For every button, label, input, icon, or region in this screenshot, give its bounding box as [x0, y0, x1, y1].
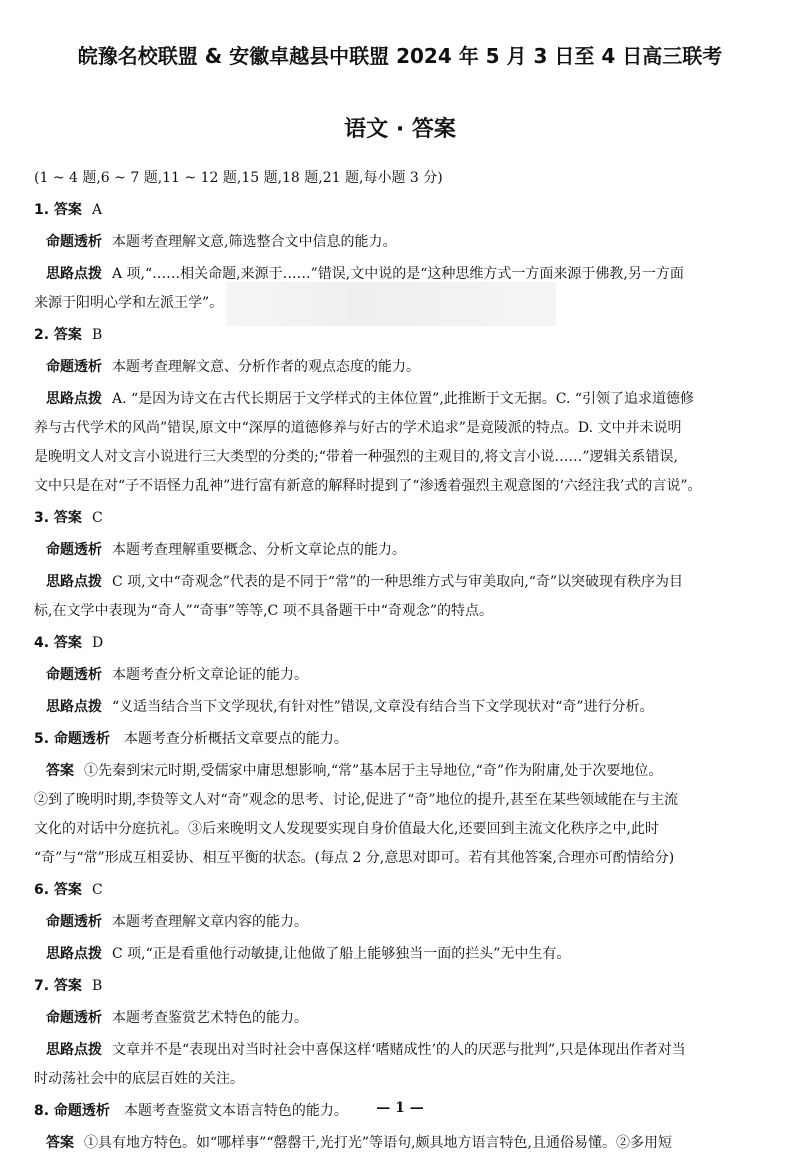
hint-tag: 思路点拨: [46, 574, 102, 590]
question-3-analysis: [34, 540, 774, 560]
hint-line: [34, 572, 774, 592]
answer-line: [34, 761, 774, 781]
analysis-tag: 命题透析: [46, 542, 102, 558]
question-4-label: 4. 答案: [34, 635, 82, 651]
hint-line: [34, 264, 774, 284]
analysis-tag: 命题透析: [46, 667, 102, 683]
hint-tag: 思路点拨: [46, 946, 102, 962]
question-1-heading: [34, 200, 774, 220]
question-7-label: 7. 答案: [34, 978, 82, 994]
analysis-tag: 命题透析: [46, 914, 102, 930]
hint-line: 来源于阳明心学和左派王学”。: [34, 295, 224, 311]
question-5-label: 5. 命题透析: [34, 731, 110, 747]
question-3-hint: [34, 572, 774, 621]
question-2-answer: B: [91, 327, 103, 343]
question-5-heading: [34, 729, 774, 749]
question-6-heading: [34, 880, 774, 900]
answer-line: 文化的对话中分庭抗礼。③后来晚明文人发现要实现自身价值最大化,还要回到主流文化秩序之中,此时: [34, 821, 659, 837]
analysis-text: 本题考查理解文意,筛选整合文中信息的能力。: [112, 234, 397, 250]
answer-tag: 答案: [46, 763, 74, 779]
analysis-tag: 命题透析: [46, 234, 102, 250]
question-5-answer: [34, 761, 774, 868]
question-2-heading: [34, 325, 774, 345]
question-8-label: 8. 命题透析: [34, 1103, 110, 1119]
hint-line: 养与古代学术的风尚”错误,原文中“深厚的道德修养与好古的学术追求”是竟陵派的特点。D. 文中并未说明: [34, 420, 682, 436]
hint-text: C 项,“正是看重他行动敏捷,让他做了船上能够独当一面的拦头”无中生有。: [112, 946, 571, 962]
question-1-answer: A: [91, 202, 103, 218]
answer-line: “奇”与“常”形成互相妥协、相互平衡的状态。(每点 2 分,意思对即可。若有其他答案,合理亦可酌情给分): [34, 850, 675, 866]
answer-tag: 答案: [46, 1135, 74, 1151]
answer-content: [34, 168, 774, 1165]
exam-header-title: 皖豫名校联盟 & 安徽卓越县中联盟 2024 年 5 月 3 日至 4 日高三联考: [77, 44, 723, 68]
analysis-text: 本题考查理解重要概念、分析文章论点的能力。: [112, 542, 406, 558]
answer-line: ②到了晚明时期,李贽等文人对“奇”观念的思考、讨论,促进了“奇”地位的提升,甚至在某些领域能在与主流: [34, 792, 678, 808]
hint-tag: 思路点拨: [46, 699, 102, 715]
question-6-label: 6. 答案: [34, 882, 82, 898]
question-1-analysis: [34, 232, 774, 252]
answer-text: ①具有地方特色。如“哪样事”“罄罄干,光打光”等语句,颇具地方语言特色,且通俗易懂。②多用短: [84, 1135, 672, 1151]
hint-line: [34, 1040, 774, 1060]
analysis-text: 本题考查理解文章内容的能力。: [112, 914, 308, 930]
question-7-hint: [34, 1040, 774, 1089]
question-8-analysis: 本题考查鉴赏文本语言特色的能力。: [123, 1103, 348, 1119]
hint-text: 文章并不是“表现出对当时社会中喜保这样‘嗜赌成性’的人的厌恶与批判”,只是体现出作者对当: [112, 1042, 686, 1058]
question-7-answer: B: [91, 978, 103, 994]
question-1-hint: [34, 264, 774, 313]
question-7-heading: [34, 976, 774, 996]
hint-tag: 思路点拨: [46, 391, 102, 407]
hint-text: A 项,“……相关命题,来源于……”错误,文中说的是“这种思维方式一方面来源于佛教,另一方面: [112, 266, 684, 282]
analysis-tag: 命题透析: [46, 359, 102, 375]
question-6-hint: [34, 944, 774, 964]
question-4-heading: [34, 633, 774, 653]
question-3-label: 3. 答案: [34, 510, 82, 526]
hint-line: [34, 389, 774, 409]
question-8-answer: [34, 1133, 774, 1153]
answer-line: [34, 1133, 774, 1153]
scoring-note: (1 ~ 4 题,6 ~ 7 题,11 ~ 12 题,15 题,18 题,21 题,每小题 3 分): [34, 170, 443, 186]
question-6-answer: C: [91, 882, 103, 898]
question-5-analysis: 本题考查分析概括文章要点的能力。: [123, 731, 348, 747]
question-3-heading: [34, 508, 774, 528]
question-1-label: 1. 答案: [34, 202, 82, 218]
hint-text: “义适当结合当下文学现状,有针对性”错误,文章没有结合当下文学现状对“奇”进行分析。: [112, 699, 654, 715]
question-2-label: 2. 答案: [34, 327, 82, 343]
question-3-answer: C: [91, 510, 103, 526]
question-6-analysis: [34, 912, 774, 932]
hint-tag: 思路点拨: [46, 266, 102, 282]
hint-line: [34, 697, 774, 717]
analysis-text: 本题考查理解文意、分析作者的观点态度的能力。: [112, 359, 420, 375]
hint-line: 标,在文学中表现为“奇人”“奇事”等等,C 项不具备题干中“奇观念”的特点。: [34, 603, 494, 619]
hint-line: 是晚明文人对文言小说进行三大类型的分类的;“带着一种强烈的主观目的,将文言小说……”逻辑关系错误,: [34, 449, 678, 465]
question-2-hint: [34, 389, 774, 496]
hint-line: [34, 944, 774, 964]
question-2-analysis: [34, 357, 774, 377]
document-title: 语文 · 答案: [344, 117, 456, 142]
hint-line: 时动荡社会中的底层百姓的关注。: [34, 1071, 244, 1087]
analysis-text: 本题考查鉴赏艺术特色的能力。: [112, 1010, 308, 1026]
question-4-hint: [34, 697, 774, 717]
hint-tag: 思路点拨: [46, 1042, 102, 1058]
answer-text: ①先秦到宋元时期,受儒家中庸思想影响,“常”基本居于主导地位,“奇”作为附庸,处于次要地位。: [84, 763, 663, 779]
page-number: — 1 —: [376, 1100, 424, 1116]
question-4-analysis: [34, 665, 774, 685]
analysis-text: 本题考查分析文章论证的能力。: [112, 667, 308, 683]
question-7-analysis: [34, 1008, 774, 1028]
hint-text: C 项,文中“奇观念”代表的是不同于“常”的一种思维方式与审美取向,“奇”以突破现有秩序为目: [112, 574, 684, 590]
hint-line: 文中只是在对“子不语怪力乱神”进行富有新意的解释时提到了“渗透着强烈主观意图的‘六经注我’式的言说”。: [34, 478, 702, 494]
analysis-tag: 命题透析: [46, 1010, 102, 1026]
question-4-answer: D: [91, 635, 104, 651]
hint-text: A. “是因为诗文在古代长期居于文学样式的主体位置”,此推断于文无据。C. “引领了追求道德修: [112, 391, 695, 407]
